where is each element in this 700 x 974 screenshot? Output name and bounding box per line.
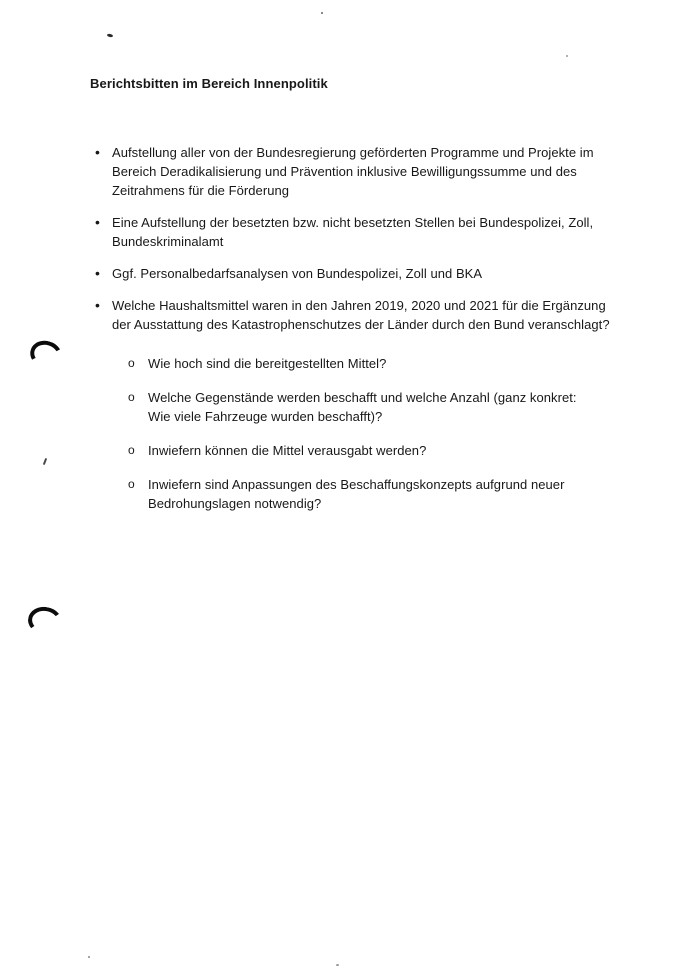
sub-bullet-marker: o (128, 477, 135, 491)
sub-bullet-text: Inwiefern können die Mittel verausgabt werden? (148, 443, 427, 458)
list-item (128, 388, 630, 426)
list-item (95, 143, 630, 200)
sub-bullet-text: Welche Gegenstände werden beschafft und welche Anzahl (ganz konkret: Wie viele Fahrzeuge wurden beschafft)? (148, 390, 577, 424)
sub-bullet-text: Inwiefern sind Anpassungen des Beschaffungskonzepts aufgrund neuer Bedrohungslagen notwendig? (148, 477, 565, 511)
sub-bullet-marker: o (128, 390, 135, 404)
scan-smudge-icon (107, 33, 113, 37)
document-content (90, 74, 630, 541)
sub-bullet-marker: o (128, 443, 135, 457)
scan-speck-icon (88, 956, 90, 958)
bullet-text: Ggf. Personalbedarfsanalysen von Bundespolizei, Zoll und BKA (112, 266, 483, 281)
scan-speck-icon (566, 55, 568, 57)
bullet-text: Aufstellung aller von der Bundesregierung geförderten Programme und Projekte im Bereich Deradikalisierung und Prävention inklusive Bewilligungssumme und des Zeitrahmens für die Förderung (112, 145, 594, 198)
bullet-text: Welche Haushaltsmittel waren in den Jahren 2019, 2020 und 2021 für die Ergänzung der Ausstattung des Katastrophenschutzes der Länder durch den Bund veranschlagt? (112, 298, 610, 332)
bullet-marker: • (95, 144, 100, 160)
pen-mark-crescent-icon (27, 337, 66, 373)
list-item (128, 475, 630, 513)
bullet-marker: • (95, 214, 100, 230)
list-item (95, 264, 630, 283)
scan-speck-icon (321, 12, 323, 14)
bullet-marker: • (95, 297, 100, 313)
bullet-list (90, 143, 630, 528)
pen-mark-crescent-icon (26, 604, 64, 637)
sub-bullet-marker: o (128, 356, 135, 370)
list-item (95, 213, 630, 251)
sub-bullet-text: Wie hoch sind die bereitgestellten Mittel? (148, 356, 387, 371)
scan-tick-mark-icon (43, 458, 47, 465)
scan-speck-icon (336, 964, 339, 966)
document-title: Berichtsbitten im Bereich Innenpolitik (90, 76, 328, 91)
list-item (128, 354, 630, 373)
bullet-marker: • (95, 265, 100, 281)
sub-bullet-list (128, 354, 630, 513)
bullet-text: Eine Aufstellung der besetzten bzw. nicht besetzten Stellen bei Bundespolizei, Zoll, Bundeskriminalamt (112, 215, 594, 249)
list-item (128, 441, 630, 460)
list-item (95, 296, 630, 528)
